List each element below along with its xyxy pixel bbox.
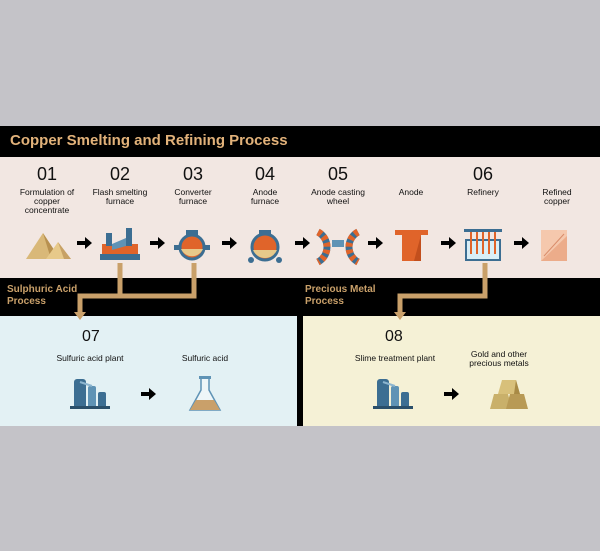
step-label: Anode bbox=[398, 187, 424, 197]
sulfuric-acid-flask-icon bbox=[190, 376, 220, 410]
step-07-number: 07 bbox=[82, 328, 100, 345]
acid-process-title: Sulphuric Acid Process bbox=[7, 284, 78, 307]
step-label: Refinery bbox=[467, 187, 499, 197]
refined-copper-icon bbox=[541, 230, 567, 261]
step-label: Formulation of copper concentrate bbox=[19, 187, 75, 215]
flash-smelting-furnace-icon bbox=[100, 228, 140, 260]
step-label: Refined copper bbox=[542, 187, 572, 206]
step-label: Anode furnace bbox=[250, 187, 280, 206]
metal-connector-arrowhead bbox=[394, 312, 406, 320]
acid-connector-arrowhead bbox=[74, 312, 86, 320]
diagram-graphics bbox=[0, 126, 600, 426]
refinery-tank-icon bbox=[464, 229, 502, 260]
slime-treatment-plant-icon bbox=[373, 379, 413, 409]
flow-arrow-6 bbox=[441, 237, 456, 249]
step-number: 03 bbox=[182, 164, 204, 184]
flow-arrow-4 bbox=[295, 237, 310, 249]
step-number: 05 bbox=[327, 164, 349, 184]
gold-bars-icon bbox=[490, 380, 528, 409]
step-label: Anode casting wheel bbox=[311, 187, 365, 206]
slime-treatment-plant-label: Slime treatment plant bbox=[354, 353, 436, 363]
step-number: 04 bbox=[254, 164, 276, 184]
step-number: 06 bbox=[472, 164, 494, 184]
flow-arrow-metal bbox=[444, 388, 459, 400]
converter-furnace-icon bbox=[174, 230, 210, 259]
anode-furnace-icon bbox=[248, 230, 282, 263]
step-08-number: 08 bbox=[385, 328, 403, 345]
step-number: 01 bbox=[36, 164, 58, 184]
flow-arrow-1 bbox=[77, 237, 92, 249]
flow-arrow-3 bbox=[222, 237, 237, 249]
gold-precious-metals-label: Gold and other precious metals bbox=[469, 349, 529, 368]
diagram-title: Copper Smelting and Refining Process bbox=[10, 132, 288, 149]
flow-arrow-2 bbox=[150, 237, 165, 249]
step-label: Flash smelting furnace bbox=[92, 187, 148, 206]
metal-process-title: Precious Metal Process bbox=[305, 284, 376, 307]
anode-casting-wheel-icon bbox=[318, 232, 358, 262]
acid-connector bbox=[80, 263, 194, 314]
step-number: 02 bbox=[109, 164, 131, 184]
sulfuric-acid-plant-label: Sulfuric acid plant bbox=[56, 353, 124, 363]
flow-arrow-5 bbox=[368, 237, 383, 249]
process-diagram bbox=[0, 126, 600, 426]
flow-arrow-7 bbox=[514, 237, 529, 249]
flow-arrow-acid bbox=[141, 388, 156, 400]
step-label: Converter furnace bbox=[174, 187, 212, 206]
concentrate-pile-icon bbox=[26, 233, 71, 259]
anode-icon bbox=[395, 230, 428, 261]
sulfuric-acid-plant-icon bbox=[70, 379, 110, 409]
metal-connector bbox=[400, 263, 485, 314]
sulfuric-acid-label: Sulfuric acid bbox=[181, 353, 229, 363]
